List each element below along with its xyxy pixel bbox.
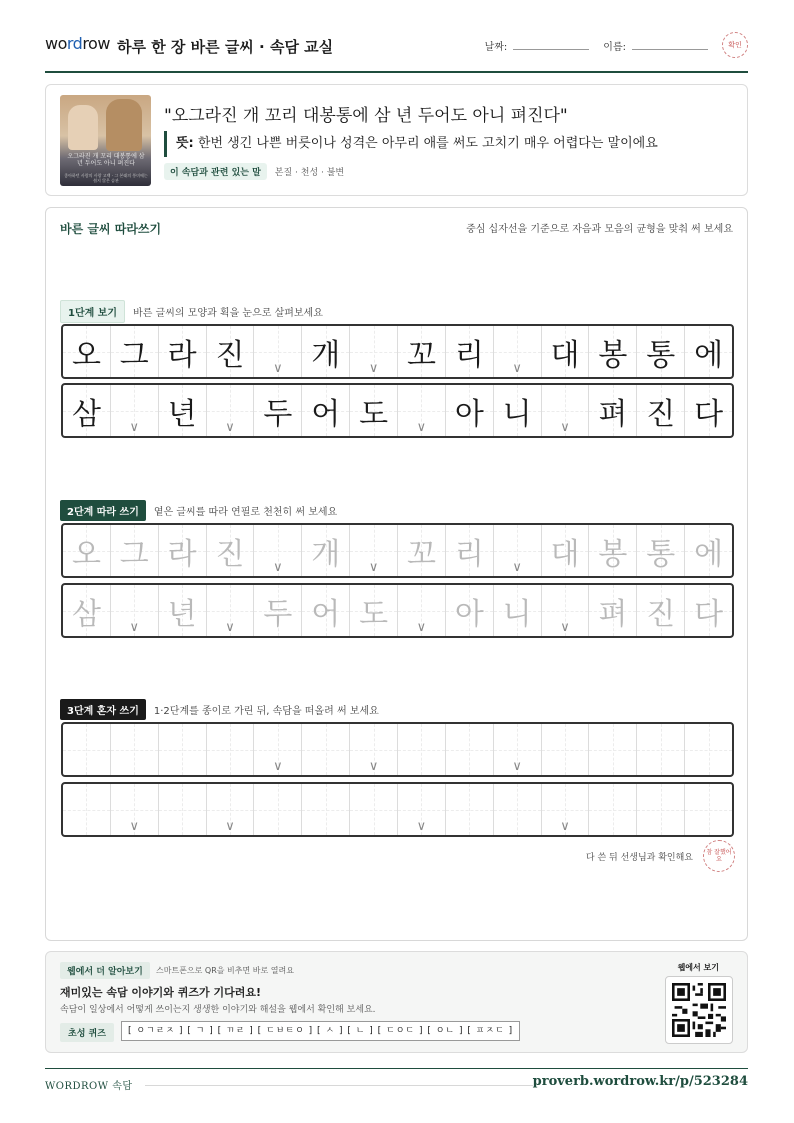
trace-char: 도 bbox=[359, 596, 389, 632]
space-marker-icon: ∨ bbox=[129, 620, 140, 635]
writing-cell bbox=[637, 326, 685, 377]
space-cell[interactable] bbox=[111, 784, 159, 835]
practice-title: 바른 글씨 따라쓰기 bbox=[60, 222, 162, 236]
page-footer bbox=[45, 1068, 748, 1098]
writing-cell bbox=[637, 385, 685, 436]
trace-char: 리 bbox=[454, 536, 484, 572]
confirm-text: 다 쓴 뒤 선생님과 확인해요 bbox=[585, 853, 693, 863]
trace-char: 두 bbox=[263, 596, 293, 632]
trace-char: 다 bbox=[694, 596, 724, 632]
writing-cell bbox=[685, 385, 732, 436]
space-cell[interactable] bbox=[398, 585, 446, 636]
model-char: 통 bbox=[646, 337, 676, 373]
space-marker-icon: ∨ bbox=[416, 819, 427, 834]
space-marker-icon: ∨ bbox=[368, 361, 379, 376]
logo-text-mid: rd bbox=[66, 34, 83, 53]
practice-note: 중심 십자선을 기준으로 자음과 모음의 균형을 맞춰 써 보세요 bbox=[466, 224, 733, 235]
footer-url-link[interactable]: proverb.wordrow.kr/p/523284 bbox=[532, 1074, 748, 1089]
meaning-label: 뜻: bbox=[176, 136, 194, 151]
date-name-fields bbox=[485, 38, 708, 53]
writing-cell bbox=[254, 385, 302, 436]
writing-cell[interactable] bbox=[302, 525, 350, 576]
footer-divider bbox=[145, 1085, 533, 1086]
writing-cell bbox=[302, 385, 350, 436]
writing-cell[interactable] bbox=[111, 525, 159, 576]
space-marker-icon: ∨ bbox=[416, 620, 427, 635]
space-cell[interactable] bbox=[398, 784, 446, 835]
space-marker-icon: ∨ bbox=[512, 759, 522, 774]
model-char: 어 bbox=[311, 396, 341, 432]
space-cell[interactable] bbox=[494, 525, 542, 576]
space-cell[interactable] bbox=[254, 724, 302, 775]
writing-cell bbox=[589, 385, 637, 436]
date-line bbox=[513, 40, 589, 50]
writing-cell bbox=[159, 385, 207, 436]
space-marker-icon: ∨ bbox=[273, 361, 283, 376]
model-char: 오 bbox=[71, 337, 101, 373]
step1-header bbox=[60, 300, 323, 323]
grid-row-step2-line2[interactable] bbox=[61, 583, 734, 638]
writing-cell bbox=[589, 326, 637, 377]
step2-header bbox=[60, 500, 337, 521]
model-char: 년 bbox=[167, 396, 197, 432]
writing-cell[interactable] bbox=[159, 525, 207, 576]
meaning-text: 한번 생긴 나쁜 버릇이나 성격은 아무리 애를 써도 고치기 매우 어렵다는 말이에요 bbox=[197, 136, 658, 151]
related-words bbox=[164, 163, 344, 180]
trace-char: 라 bbox=[167, 536, 197, 572]
writing-cell[interactable] bbox=[589, 585, 637, 636]
trace-char: 그 bbox=[119, 536, 149, 572]
book-cover-image bbox=[60, 95, 151, 186]
page-header bbox=[45, 28, 748, 73]
web-headline: 재미있는 속담 이야기와 퀴즈가 기다려요! bbox=[60, 986, 261, 999]
step1-desc: 바른 글씨의 모양과 획을 눈으로 살펴보세요 bbox=[133, 308, 323, 319]
writing-cell bbox=[111, 326, 159, 377]
name-line bbox=[632, 40, 708, 50]
model-char: 개 bbox=[311, 337, 341, 373]
stamp-text: 확인 bbox=[728, 41, 742, 49]
chosung-quiz: [ ㅇㄱㄹㅈ ] [ ㄱ ] [ ㄲㄹ ] [ ㄷㅂㅌㅇ ] [ ㅅ ] [ ㄴ ] [ ㄷㅇㄷ ] [ ㅇㄴ ] [ ㅍㅈㄷ ] bbox=[121, 1021, 520, 1041]
model-char: 봉 bbox=[598, 337, 628, 373]
space-marker-icon: ∨ bbox=[129, 420, 140, 435]
model-char: 에 bbox=[694, 337, 724, 373]
space-marker-icon: ∨ bbox=[512, 361, 522, 376]
writing-cell bbox=[63, 385, 111, 436]
model-char: 꼬 bbox=[406, 337, 436, 373]
model-char: 도 bbox=[359, 396, 389, 432]
trace-char: 에 bbox=[694, 536, 724, 572]
writing-cell[interactable] bbox=[350, 585, 398, 636]
writing-cell[interactable] bbox=[589, 784, 637, 835]
logo-text-suffix: row bbox=[82, 34, 110, 53]
book-figure-right bbox=[106, 99, 142, 151]
space-cell[interactable] bbox=[207, 784, 255, 835]
trace-char: 꼬 bbox=[406, 536, 436, 572]
writing-cell bbox=[542, 326, 590, 377]
space-cell[interactable] bbox=[207, 585, 255, 636]
writing-cell[interactable] bbox=[637, 525, 685, 576]
space-cell bbox=[254, 326, 302, 377]
step1-badge: 1단계 보기 bbox=[60, 300, 125, 323]
trace-char: 개 bbox=[311, 536, 341, 572]
writing-cell[interactable] bbox=[685, 585, 732, 636]
model-char: 다 bbox=[694, 396, 724, 432]
trace-char: 진 bbox=[215, 536, 245, 572]
trace-char: 년 bbox=[167, 596, 197, 632]
grid-row-step2-line1[interactable] bbox=[61, 523, 734, 578]
space-marker-icon: ∨ bbox=[512, 560, 522, 575]
writing-cell[interactable] bbox=[159, 585, 207, 636]
model-char: 삼 bbox=[71, 396, 101, 432]
writing-cell[interactable] bbox=[637, 724, 685, 775]
trace-char: 펴 bbox=[598, 596, 628, 632]
step2-badge: 2단계 따라 쓰기 bbox=[60, 500, 146, 521]
proverb-card bbox=[45, 84, 748, 196]
book-cover-subtitle: 좋아하던 사람의 사랑 고백 · 그 본래의 풍미에는 쉽지 않은 습관 bbox=[64, 173, 148, 183]
writing-cell[interactable] bbox=[398, 525, 446, 576]
writing-cell bbox=[446, 326, 494, 377]
trace-char: 봉 bbox=[598, 536, 628, 572]
writing-cell bbox=[446, 385, 494, 436]
writing-cell[interactable] bbox=[63, 525, 111, 576]
space-marker-icon: ∨ bbox=[368, 759, 379, 774]
space-cell[interactable] bbox=[254, 525, 302, 576]
writing-cell bbox=[494, 385, 542, 436]
handwriting-practice-panel bbox=[45, 207, 748, 941]
writing-cell[interactable] bbox=[685, 784, 732, 835]
space-cell[interactable] bbox=[350, 525, 398, 576]
writing-cell[interactable] bbox=[159, 784, 207, 835]
writing-cell bbox=[398, 326, 446, 377]
model-char: 진 bbox=[215, 337, 245, 373]
writing-cell[interactable] bbox=[637, 585, 685, 636]
trace-char: 통 bbox=[646, 536, 676, 572]
model-char: 라 bbox=[167, 337, 197, 373]
space-cell bbox=[542, 385, 590, 436]
writing-cell[interactable] bbox=[494, 784, 542, 835]
model-char: 진 bbox=[646, 396, 676, 432]
grid-row-step3-line2[interactable] bbox=[61, 782, 734, 837]
trace-char: 니 bbox=[502, 596, 532, 632]
writing-cell[interactable] bbox=[159, 724, 207, 775]
trace-char: 진 bbox=[646, 596, 676, 632]
writing-cell bbox=[350, 385, 398, 436]
space-cell[interactable] bbox=[111, 585, 159, 636]
model-char: 그 bbox=[119, 337, 149, 373]
writing-cell[interactable] bbox=[398, 724, 446, 775]
space-cell[interactable] bbox=[350, 724, 398, 775]
space-marker-icon: ∨ bbox=[225, 819, 235, 834]
space-marker-icon: ∨ bbox=[560, 420, 570, 435]
grid-row-step1-line2 bbox=[61, 383, 734, 438]
trace-char: 어 bbox=[311, 596, 341, 632]
space-cell bbox=[494, 326, 542, 377]
grid-row-step3-line1[interactable] bbox=[61, 722, 734, 777]
space-cell[interactable] bbox=[542, 784, 590, 835]
footer-brand: WORDROW 속담 bbox=[45, 1081, 133, 1092]
well-done-stamp-icon bbox=[703, 840, 735, 872]
space-marker-icon: ∨ bbox=[368, 560, 379, 575]
web-more-badge: 웹에서 더 알아보기 bbox=[60, 962, 150, 979]
writing-cell[interactable] bbox=[446, 525, 494, 576]
space-cell[interactable] bbox=[542, 585, 590, 636]
qr-label: 웹에서 보기 bbox=[677, 963, 719, 972]
writing-cell[interactable] bbox=[207, 525, 255, 576]
writing-cell bbox=[302, 326, 350, 377]
space-marker-icon: ∨ bbox=[416, 420, 427, 435]
writing-cell bbox=[685, 326, 732, 377]
model-char: 리 bbox=[454, 337, 484, 373]
name-label: 이름: bbox=[603, 42, 626, 53]
trace-char: 대 bbox=[550, 536, 580, 572]
space-marker-icon: ∨ bbox=[560, 620, 570, 635]
web-more-card bbox=[45, 951, 748, 1053]
writing-cell bbox=[207, 326, 255, 377]
writing-cell[interactable] bbox=[254, 585, 302, 636]
writing-cell[interactable] bbox=[302, 724, 350, 775]
date-label: 날짜: bbox=[484, 42, 508, 53]
writing-cell[interactable] bbox=[494, 585, 542, 636]
model-char: 두 bbox=[263, 396, 293, 432]
proverb-meaning bbox=[164, 131, 658, 157]
writing-cell bbox=[63, 326, 111, 377]
qr-code-icon[interactable] bbox=[665, 976, 733, 1044]
proverb-text: "오그라진 개 꼬리 대봉통에 삼 년 두어도 아니 펴진다" bbox=[164, 106, 568, 126]
writing-cell[interactable] bbox=[302, 585, 350, 636]
wordrow-logo[interactable] bbox=[45, 34, 110, 53]
check-stamp-icon bbox=[722, 32, 748, 58]
space-marker-icon: ∨ bbox=[129, 819, 140, 834]
writing-cell[interactable] bbox=[446, 724, 494, 775]
writing-cell[interactable] bbox=[302, 784, 350, 835]
model-char: 아 bbox=[454, 396, 484, 432]
writing-cell[interactable] bbox=[685, 525, 732, 576]
book-figure-left bbox=[68, 105, 98, 150]
writing-cell[interactable] bbox=[637, 784, 685, 835]
writing-cell[interactable] bbox=[111, 724, 159, 775]
writing-cell[interactable] bbox=[446, 784, 494, 835]
well-done-stamp-text: 참 잘했어요 bbox=[706, 849, 732, 863]
space-cell[interactable] bbox=[494, 724, 542, 775]
step3-header bbox=[60, 699, 379, 720]
qr-hint: 스마트폰으로 QR을 비추면 바로 열려요 bbox=[156, 966, 294, 975]
step2-desc: 옅은 글씨를 따라 연필로 천천히 써 보세요 bbox=[153, 507, 338, 518]
model-char: 니 bbox=[502, 396, 532, 432]
writing-cell[interactable] bbox=[350, 784, 398, 835]
writing-cell[interactable] bbox=[254, 784, 302, 835]
space-marker-icon: ∨ bbox=[273, 759, 283, 774]
space-cell bbox=[111, 385, 159, 436]
writing-cell[interactable] bbox=[63, 724, 111, 775]
model-char: 펴 bbox=[598, 396, 628, 432]
space-marker-icon: ∨ bbox=[225, 620, 235, 635]
space-cell bbox=[350, 326, 398, 377]
writing-cell[interactable] bbox=[589, 525, 637, 576]
writing-cell[interactable] bbox=[589, 724, 637, 775]
grid-row-step1-line1 bbox=[61, 324, 734, 379]
sheet-title: 하루 한 장 바른 글씨 · 속담 교실 bbox=[117, 38, 334, 56]
writing-cell[interactable] bbox=[207, 724, 255, 775]
writing-cell[interactable] bbox=[685, 724, 732, 775]
step3-badge: 3단계 혼자 쓰기 bbox=[60, 699, 146, 720]
space-marker-icon: ∨ bbox=[273, 560, 283, 575]
space-cell bbox=[398, 385, 446, 436]
book-cover-title: 오그라진 개 꼬리 대봉통에 삼 년 두어도 아니 펴진다 bbox=[67, 153, 145, 167]
trace-char: 삼 bbox=[71, 596, 101, 632]
web-subtext: 속담이 일상에서 어떻게 쓰이는지 생생한 이야기와 해설을 웹에서 확인해 보세요. bbox=[60, 1005, 376, 1015]
writing-cell bbox=[159, 326, 207, 377]
trace-char: 오 bbox=[71, 536, 101, 572]
writing-cell[interactable] bbox=[446, 585, 494, 636]
logo-text-prefix: wo bbox=[45, 34, 67, 53]
space-cell bbox=[207, 385, 255, 436]
step3-desc: 1·2단계를 종이로 가린 뒤, 속담을 떠올려 써 보세요 bbox=[153, 706, 379, 717]
writing-cell[interactable] bbox=[63, 585, 111, 636]
space-marker-icon: ∨ bbox=[560, 819, 570, 834]
writing-cell[interactable] bbox=[542, 724, 590, 775]
model-char: 대 bbox=[550, 337, 580, 373]
related-values: 본질 · 천성 · 불변 bbox=[274, 168, 345, 178]
writing-cell[interactable] bbox=[63, 784, 111, 835]
chosung-quiz-label: 초성 퀴즈 bbox=[60, 1023, 114, 1042]
trace-char: 아 bbox=[454, 596, 484, 632]
space-marker-icon: ∨ bbox=[225, 420, 235, 435]
qr-code-graphic bbox=[672, 983, 726, 1037]
related-label: 이 속담과 관련 있는 말 bbox=[164, 163, 267, 180]
writing-cell[interactable] bbox=[542, 525, 590, 576]
